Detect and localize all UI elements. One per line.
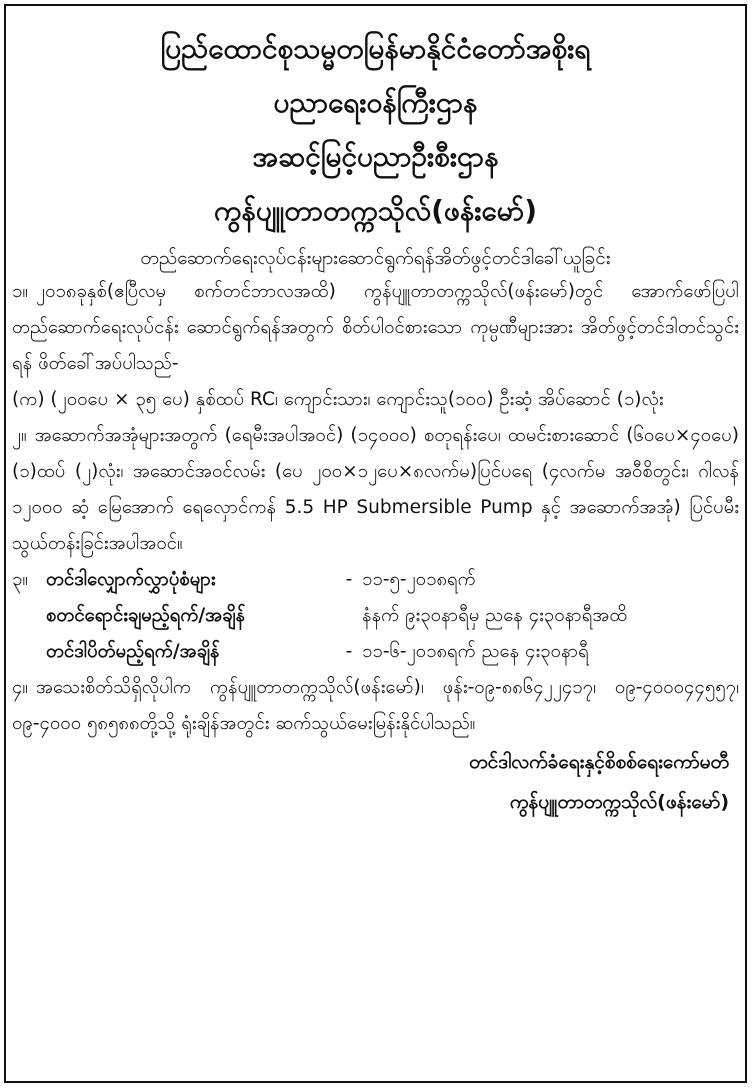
schedule-value: နံနက် ၉း၃၀နာရီမှ ညနေ ၄း၃၀နာရီအထိ <box>362 605 628 626</box>
schedule-value: ၁၁-၅-၂၀၁၈ရက် <box>362 569 476 590</box>
item-4-number: ၄။ <box>12 677 29 698</box>
heading-university: ကွန်ပျူတာတက္ကသိုလ်(ဖန်းမော်) <box>213 194 537 227</box>
schedule-row <box>12 634 739 670</box>
heading-ministry: ပညာရေးဝန်ကြီးဌာန <box>273 86 478 119</box>
schedule-row <box>12 562 739 598</box>
schedule-label: တင်ဒါပိတ်မည့်ရက်/အချိန် <box>46 641 220 662</box>
signature-committee: တင်ဒါလက်ခံရေးနှင့်စိစစ်ရေးကော်မတီ <box>469 751 729 773</box>
item-1-number: ၁။ <box>12 281 29 302</box>
item-1a <box>12 382 739 418</box>
schedule-separator: - <box>345 641 353 662</box>
item-2 <box>12 418 739 562</box>
item-1 <box>12 274 739 382</box>
schedule-value: ၁၁-၆-၂၀၁၈ရက် ညနေ ၄း၃၀နာရီ <box>362 641 589 662</box>
schedule-label: တင်ဒါလျှောက်လွှာပုံစံများ <box>46 569 216 590</box>
item-3-number: ၃။ <box>12 569 29 590</box>
heading-department: အဆင့်မြင့်ပညာဦးစီးဌာန <box>252 140 499 173</box>
schedule-row <box>12 598 739 634</box>
notice-frame <box>4 4 747 1083</box>
notice-body <box>12 12 739 1075</box>
item-2-number: ၂။ <box>12 425 27 446</box>
item-1a-text: (က) (၂၀၀ပေ × ၃၅ ပေ) နှစ်ထပ် RC၊ ကျောင်းသား၊ ကျောင်းသူ(၁၀၀) ဦးဆံ့ အိပ်ဆောင် (၁)လုံး <box>12 389 664 410</box>
schedule-separator: - <box>345 569 353 590</box>
notice-subject: တည်ဆောက်ရေးလုပ်ငန်းများဆောင်ရွက်ရန်အိတ်ဖွင့်တင်ဒါခေါ်ယူခြင်း <box>140 247 611 269</box>
schedule-separator <box>336 598 362 634</box>
item-4 <box>12 670 739 742</box>
item-4-text: အသေးစိတ်သိရှိလိုပါက ကွန်ပျူတာတက္ကသိုလ်(ဖန်းမော်)၊ ဖုန်း-၀၉-၈၈၆၄၂၂၄၁၇၊ ၀၉-၄၀၀၀၄၄၅၅၇၊ ၀၉-၄၀၀၀ ၅၈၅၈၈တို့သို့ ရုံးချိန်အတွင်း ဆက်သွယ်မေးမြန်းနိုင်ပါသည်။ <box>12 677 739 734</box>
item-2-text: အဆောက်အအုံများအတွက် (ရေမီးအပါအဝင်) (၁၄၀၀၀) စတုရန်းပေ၊ ထမင်းစားဆောင် (၆၀ပေ×၄၀ပေ) (၁)ထပ် (၂)လုံး၊ အဆောင်အဝင်လမ်း (ပေ ၂၀၀×၁၂ပေ×၈လက်မ)ပြင်ပရေ (၄လက်မ အဝီစိတွင်း၊ ဂါလန် ၁၂၀၀၀ ဆံ့ မြေအောက် ရေလှောင်ကန် 5.5 HP Submersible Pump နှင့် အဆောက်အအုံ) ပြင်ပမီးသွယ်တန်းခြင်းအပါအဝင်။ <box>12 425 739 554</box>
schedule-label: စတင်ရောင်းချမည့်ရက်/အချိန် <box>46 605 246 626</box>
item-1-text: ၂၀၁၈ခုနှစ်(ဧပြီလမှ စက်တင်ဘာလအထိ) ကွန်ပျူတာတက္ကသိုလ်(ဖန်းမော်)တွင် အောက်ဖော်ပြပါ တည်ဆောက်ရေးလုပ်ငန်း ဆောင်ရွက်ရန်အတွက် စိတ်ပါဝင်စားသော ကုမ္ပဏီများအား အိတ်ဖွင့်တင်ဒါတင်သွင်းရန် ဖိတ်ခေါ်အပ်ပါသည်- <box>12 281 739 374</box>
heading-government: ပြည်ထောင်စုသမ္မတမြန်မာနိုင်ငံတော်အစိုးရ <box>160 32 591 65</box>
item-3 <box>12 562 739 670</box>
signature-university: ကွန်ပျူတာတက္ကသိုလ်(ဖန်းမော်) <box>509 791 729 813</box>
